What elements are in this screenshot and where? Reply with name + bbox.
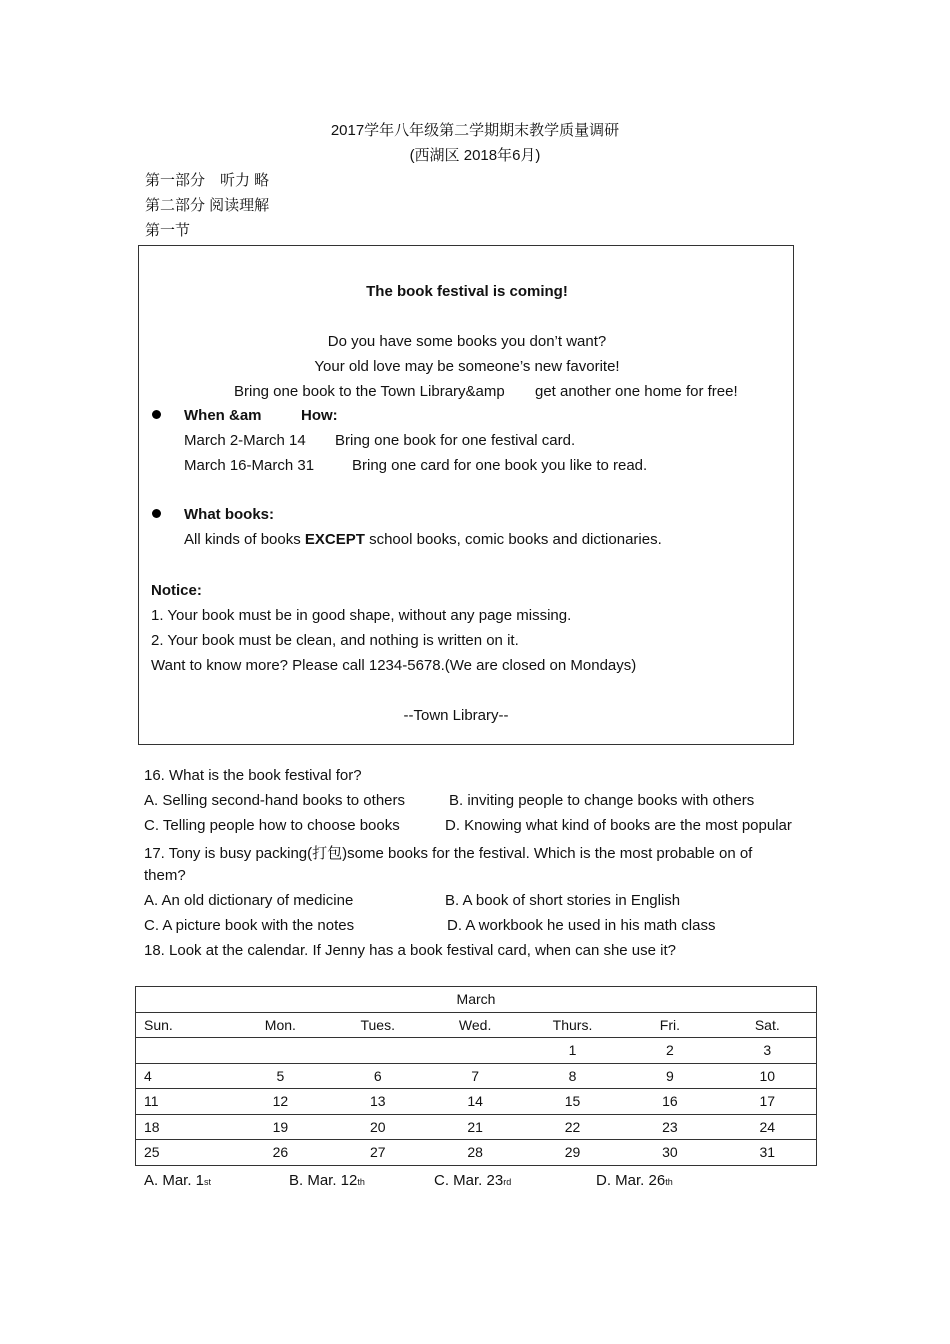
calendar-month: March [136, 987, 817, 1013]
section-part2: 第二部分 阅读理解 [145, 197, 270, 214]
notice-line2: Your old love may be someone’s new favorite! [314, 358, 620, 375]
calendar-day: 22 [564, 1118, 581, 1135]
when-label: When &am [184, 407, 262, 424]
notice-box [138, 245, 794, 745]
calendar-week-row [136, 1089, 817, 1115]
notice-item-1: 1. Your book must be in good shape, without any page missing. [151, 607, 572, 624]
calendar-day [329, 1042, 426, 1058]
q18-option-b-suffix: th [357, 1177, 365, 1187]
notice-line1: Do you have some books you don’t want? [327, 333, 607, 350]
calendar-day [426, 1042, 523, 1058]
what-post: school books, comic books and dictionaries. [364, 531, 662, 548]
calendar-day-header: Tues. [360, 1016, 395, 1033]
calendar-week-days [136, 1119, 816, 1135]
calendar-day: 14 [467, 1093, 483, 1110]
page-subtitle: (西湖区 2018年6月) [409, 147, 541, 164]
q17-option-c: C. A picture book with the notes [144, 917, 355, 934]
bullet-icon [152, 509, 161, 518]
q18-option-d-suffix: th [665, 1177, 673, 1187]
calendar-day-header: Sat. [754, 1016, 780, 1033]
what-text [184, 531, 662, 548]
section-part1: 第一部分 听力 略 [145, 172, 270, 189]
question-17: 17. Tony is busy packing(打包)some books for the festival. Which is the most probable on of [144, 845, 753, 862]
calendar-week-cell [136, 1089, 817, 1115]
calendar-day: 7 [471, 1067, 480, 1084]
calendar-week-row [136, 1114, 817, 1140]
notice-more: Want to know more? Please call 1234-5678.(We are closed on Mondays) [151, 657, 637, 674]
rule-2: Bring one card for one book you like to read. [352, 457, 648, 474]
q18-option-d-text: D. Mar. 26 [596, 1172, 666, 1189]
notice-line3b: get another one home for free! [535, 383, 738, 400]
notice-heading: The book festival is coming! [366, 283, 568, 300]
q18-option-a-text: A. Mar. 1 [144, 1172, 205, 1189]
calendar-day: 17 [759, 1093, 776, 1110]
calendar-day: 18 [144, 1118, 160, 1135]
q18-option-c-suffix: rd [503, 1177, 512, 1187]
calendar-month-row [136, 987, 817, 1013]
calendar-weeks [136, 1038, 817, 1166]
calendar-day: 28 [467, 1144, 483, 1161]
calendar-table [135, 986, 817, 1166]
calendar-day: 30 [662, 1144, 678, 1161]
calendar-day: 25 [144, 1144, 160, 1161]
calendar-day-headers [136, 1017, 816, 1033]
calendar-day [232, 1042, 329, 1058]
date-range-2: March 16-March 31 [184, 457, 315, 474]
q18-option-a [144, 1172, 211, 1189]
notice-signature: --Town Library-- [403, 707, 509, 724]
calendar-day-header-cell [136, 1012, 817, 1038]
q18-option-c [434, 1172, 511, 1189]
calendar-week-cell [136, 1063, 817, 1089]
calendar-day: 21 [467, 1118, 483, 1135]
calendar-week-row [136, 1063, 817, 1089]
section-part2-sub: 第一节 [145, 222, 191, 239]
calendar-week-row [136, 1038, 817, 1064]
calendar-day: 11 [144, 1093, 159, 1110]
calendar-day: 29 [564, 1144, 581, 1161]
what-label: What books: [184, 506, 274, 523]
calendar-day-header: Wed. [458, 1016, 492, 1033]
calendar-day [136, 1042, 232, 1058]
calendar-week-cell [136, 1140, 817, 1166]
calendar-day: 31 [759, 1144, 776, 1161]
calendar-day-header: Fri. [659, 1016, 681, 1033]
calendar-day: 23 [662, 1118, 678, 1135]
notice-label: Notice: [151, 582, 202, 599]
calendar-day: 15 [564, 1093, 581, 1110]
calendar-day-header: Sun. [144, 1016, 173, 1033]
calendar-week-cell [136, 1038, 817, 1064]
calendar-day: 1 [568, 1042, 577, 1059]
calendar-week-days [136, 1093, 816, 1109]
rule-1: Bring one book for one festival card. [335, 432, 576, 449]
calendar-day: 10 [759, 1067, 776, 1084]
calendar-day: 5 [276, 1067, 285, 1084]
calendar-day: 13 [369, 1093, 386, 1110]
calendar-week-row [136, 1140, 817, 1166]
page-title: 2017学年八年级第二学期期末教学质量调研 [330, 122, 620, 139]
question-16: 16. What is the book festival for? [144, 767, 362, 784]
q16-option-c: C. Telling people how to choose books [144, 817, 400, 834]
bullet-icon [152, 410, 161, 419]
q18-option-a-suffix: st [204, 1177, 212, 1187]
q16-option-b: B. inviting people to change books with others [449, 792, 755, 809]
calendar-day: 16 [662, 1093, 678, 1110]
calendar-day: 4 [144, 1067, 152, 1084]
q18-option-c-text: C. Mar. 23 [434, 1172, 504, 1189]
calendar-week-days [136, 1042, 816, 1058]
calendar-day: 19 [272, 1118, 289, 1135]
calendar-day: 9 [666, 1067, 674, 1084]
notice-item-2: 2. Your book must be clean, and nothing is written on it. [151, 632, 519, 649]
q17-option-a: A. An old dictionary of medicine [144, 892, 354, 909]
calendar-day-header: Thurs. [552, 1016, 593, 1033]
calendar-day: 6 [373, 1067, 382, 1084]
calendar-week-cell [136, 1114, 817, 1140]
what-except: EXCEPT [304, 531, 365, 548]
q17-option-d: D. A workbook he used in his math class [447, 917, 716, 934]
calendar-day: 26 [272, 1144, 289, 1161]
calendar-day: 24 [759, 1118, 776, 1135]
calendar-week-days [136, 1068, 816, 1084]
notice-line3a: Bring one book to the Town Library&amp [234, 383, 505, 400]
what-pre: All kinds of books [184, 531, 305, 548]
calendar-day: 20 [369, 1118, 386, 1135]
q18-option-d [596, 1172, 673, 1189]
calendar-week-days [136, 1144, 816, 1160]
calendar-day-header-row [136, 1012, 817, 1038]
question-17-cont: them? [144, 867, 186, 884]
date-range-1: March 2-March 14 [184, 432, 306, 449]
calendar-day: 27 [369, 1144, 386, 1161]
q18-option-b-text: B. Mar. 12 [289, 1172, 358, 1189]
q16-option-d: D. Knowing what kind of books are the most popular [445, 817, 792, 834]
calendar-day: 8 [568, 1067, 577, 1084]
q16-option-a: A. Selling second-hand books to others [144, 792, 405, 809]
q17-option-b: B. A book of short stories in English [445, 892, 681, 909]
how-label: How: [301, 407, 338, 424]
calendar-day: 12 [272, 1093, 289, 1110]
calendar-day: 2 [666, 1042, 674, 1059]
question-18: 18. Look at the calendar. If Jenny has a book festival card, when can she use it? [144, 942, 677, 959]
calendar-day-header: Mon. [264, 1016, 296, 1033]
q18-option-b [289, 1172, 365, 1189]
calendar-day: 3 [763, 1042, 772, 1059]
